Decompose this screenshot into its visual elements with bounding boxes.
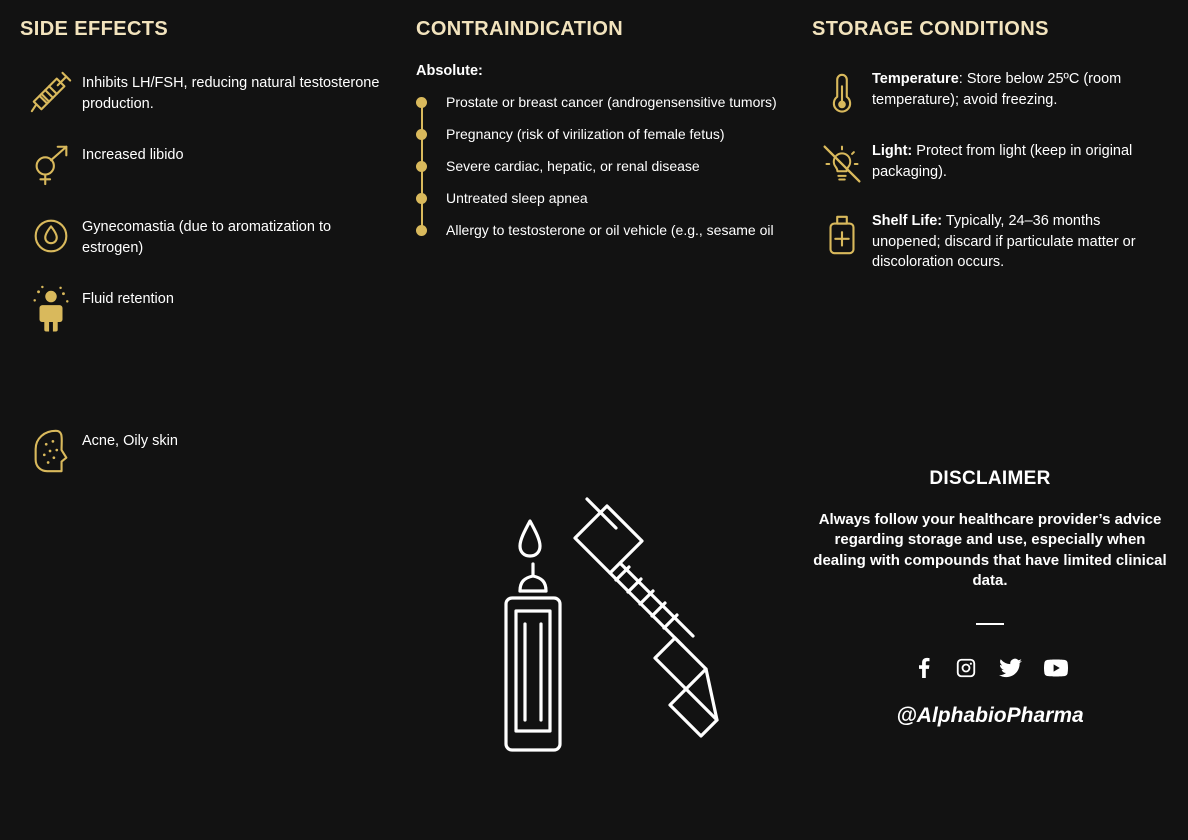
- social-links: [812, 657, 1168, 684]
- contraindication-text: Untreated sleep apnea: [446, 189, 588, 206]
- list-item: [20, 425, 390, 475]
- storage-body: : Store below 25ºC (room temperature); avoid freezing.: [872, 71, 1122, 108]
- face-acne-icon: [20, 425, 82, 475]
- storage-label: Temperature: [872, 71, 959, 87]
- side-effect-text: Fluid retention: [82, 291, 174, 308]
- storage-text: [872, 211, 1172, 273]
- contraindication-subtitle: Absolute:: [416, 63, 483, 79]
- youtube-icon[interactable]: [1044, 658, 1068, 683]
- list-item: [446, 189, 786, 209]
- medicine-bottle-icon: [812, 211, 872, 257]
- side-effects-title: SIDE EFFECTS: [20, 18, 169, 40]
- instagram-icon[interactable]: [955, 657, 977, 684]
- bullet-dot-icon: [416, 193, 427, 204]
- list-item: [20, 283, 390, 333]
- side-effects-column: [20, 0, 390, 499]
- storage-label: Light:: [872, 143, 913, 159]
- body-fluid-retention-icon: [20, 283, 82, 333]
- disclaimer-title: DISCLAIMER: [929, 468, 1051, 489]
- storage-body: Protect from light (keep in original packaging).: [872, 143, 1133, 180]
- no-light-icon: [812, 141, 872, 185]
- list-item: [812, 141, 1172, 185]
- storage-label: Shelf Life:: [872, 213, 943, 229]
- twitter-icon[interactable]: [999, 658, 1022, 683]
- storage-body: Typically, 24–36 months unopened; discard if particulate matter or discoloration occurs.: [872, 213, 1136, 271]
- list-item: [446, 93, 786, 113]
- syringe-and-ampoule-illustration: [470, 486, 720, 771]
- divider: [976, 623, 1004, 625]
- list-item: [812, 69, 1172, 115]
- list-item: [20, 139, 390, 187]
- list-item: [446, 157, 786, 177]
- disclaimer-section: [812, 468, 1168, 728]
- storage-column: [812, 0, 1172, 299]
- contraindication-text: Pregnancy (risk of virilization of female fetus): [446, 125, 725, 142]
- contraindication-column: [416, 0, 786, 252]
- facebook-icon[interactable]: [913, 657, 933, 684]
- social-handle: @AlphabioPharma: [896, 704, 1084, 727]
- contraindication-text: Severe cardiac, hepatic, or renal disease: [446, 157, 700, 174]
- list-item: [446, 221, 786, 241]
- contraindication-text: Prostate or breast cancer (androgensensitive tumors): [446, 94, 777, 110]
- storage-list: [812, 69, 1172, 273]
- side-effect-text: Gynecomastia (due to aromatization to estrogen): [82, 219, 332, 257]
- storage-text: [872, 141, 1172, 182]
- bullet-dot-icon: [416, 97, 427, 108]
- side-effect-text: Inhibits LH/FSH, reducing natural testosterone production.: [82, 75, 380, 113]
- bullet-dot-icon: [416, 161, 427, 172]
- gender-symbols-icon: [20, 139, 82, 187]
- disclaimer-body: Always follow your healthcare provider’s advice regarding storage and use, especially when dealing with compounds that have limited clinical data.: [813, 511, 1167, 589]
- storage-title: STORAGE CONDITIONS: [812, 18, 1049, 40]
- storage-text: [872, 69, 1172, 110]
- droplet-icon: [20, 211, 82, 259]
- thermometer-icon: [812, 69, 872, 115]
- bullet-dot-icon: [416, 225, 427, 236]
- list-item: [812, 211, 1172, 273]
- list-item: [20, 67, 390, 115]
- contraindication-title: CONTRAINDICATION: [416, 18, 624, 40]
- side-effects-list: [20, 67, 390, 475]
- side-effect-text: Acne, Oily skin: [82, 433, 178, 450]
- side-effect-text: Increased libido: [82, 147, 184, 164]
- list-item: [20, 211, 390, 259]
- bullet-dot-icon: [416, 129, 427, 140]
- contraindication-text: Allergy to testosterone or oil vehicle (e.g., sesame oil: [446, 221, 774, 238]
- contraindication-list: [416, 93, 786, 240]
- syringe-icon: [20, 67, 82, 115]
- list-item: [446, 125, 786, 145]
